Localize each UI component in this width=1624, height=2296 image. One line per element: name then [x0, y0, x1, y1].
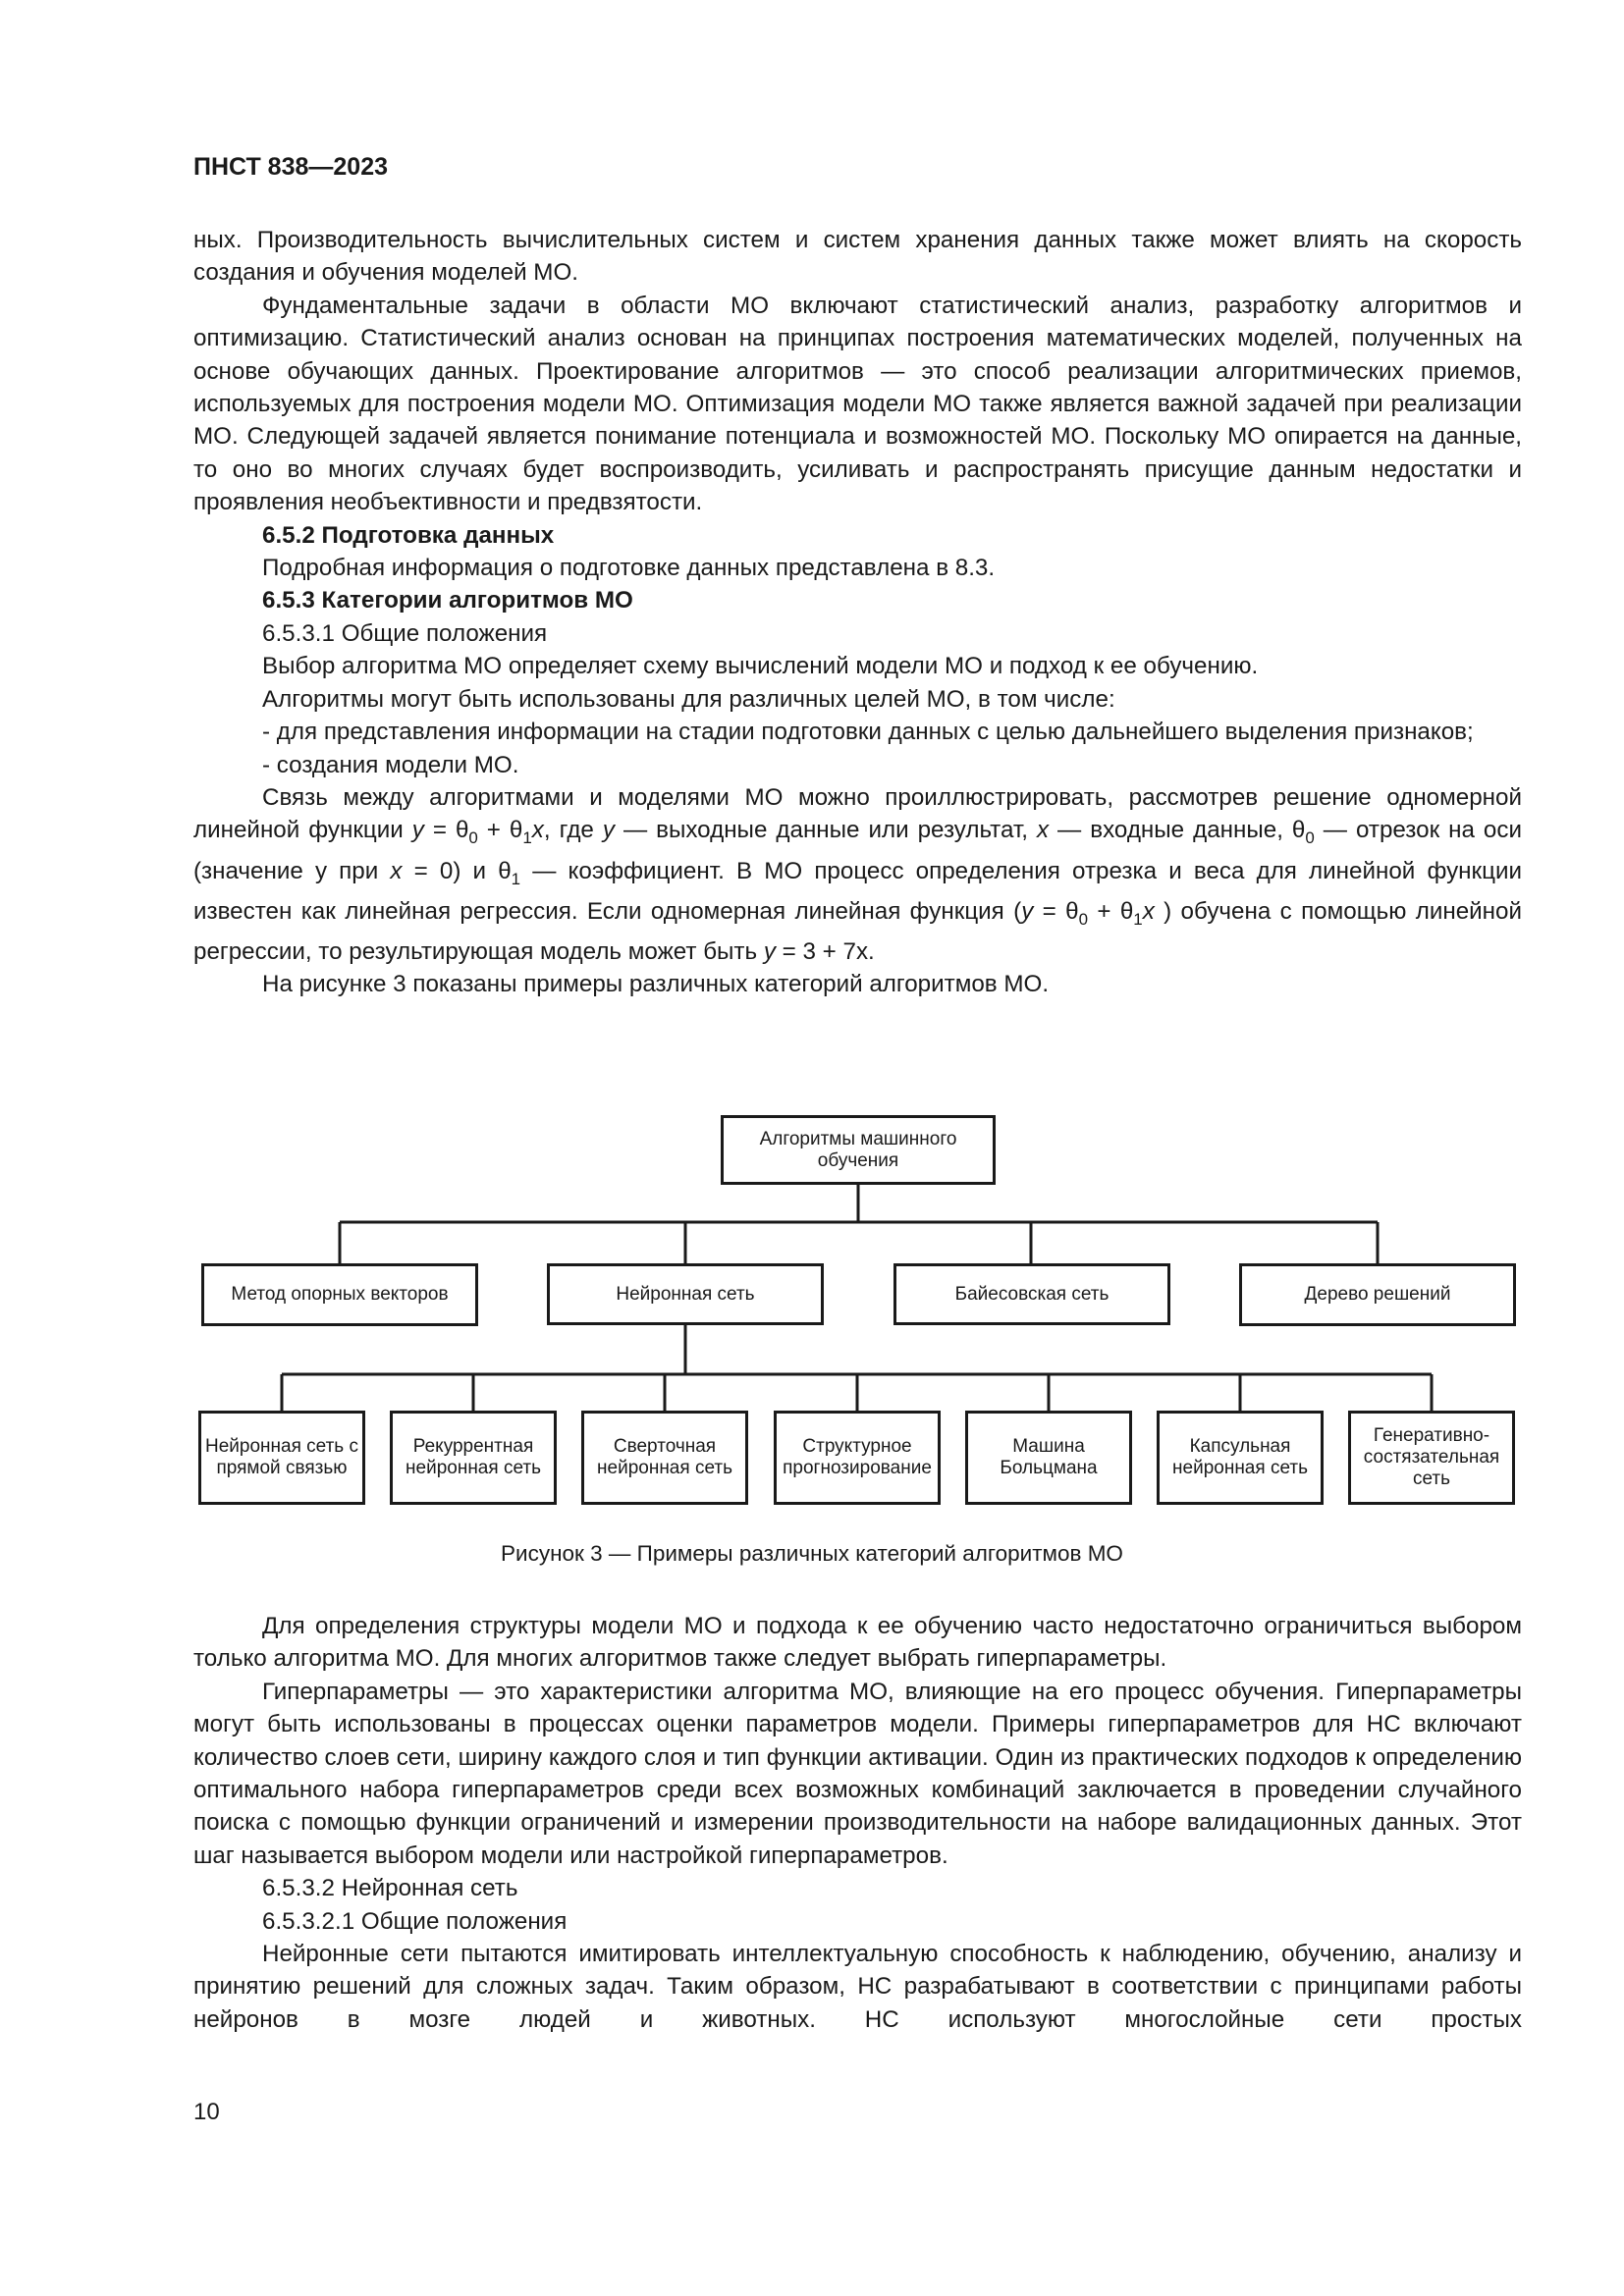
diagram-subcategory-box: Машина Больцмана — [965, 1411, 1132, 1505]
paragraph: Нейронные сети пытаются имитировать интеллектуальную способность к наблюдению, обучению, анализу и принятию решений для сложных задач. Таким образом, НС разрабатывают в соответствии с принципами работы нейронов в мозге людей и животных. НС используют многослойные сети простых — [193, 1941, 1522, 2033]
list-item: - создания модели МО. — [262, 751, 519, 778]
diagram-subcategory-box: Рекуррентная нейронная сеть — [390, 1411, 557, 1505]
diagram-subcategory-box: Структурное прогнозирование — [774, 1411, 941, 1505]
page-number: 10 — [193, 2099, 220, 2125]
paragraph: Выбор алгоритма МО определяет схему вычислений модели МО и подход к ее обучению. — [262, 653, 1259, 680]
body-text-top — [193, 224, 1522, 1001]
document-header: ПНСТ 838—2023 — [193, 153, 388, 181]
diagram-subcategory-box: Капсульная нейронная сеть — [1157, 1411, 1324, 1505]
diagram-subcategory-box: Нейронная сеть с прямой связью — [198, 1411, 365, 1505]
diagram-category-box: Метод опорных векторов — [201, 1263, 478, 1326]
body-text-bottom — [193, 1610, 1522, 2036]
subsection-heading: 6.5.3.1 Общие положения — [262, 619, 548, 647]
paragraph: Гиперпараметры — это характеристики алгоритма МО, влияющие на его процесс обучения. Гиперпараметры могут быть использованы в процессах оценки параметров модели. Примеры гиперпараметров для НС включают количество слоев сети, ширину каждого слоя и тип функции активации. Один из практических подходов к определению оптимального набора гиперпараметров среди всех возможных комбинаций заключается в проведении случайного поиска с помощью функции ограничений и измерении производительности на наборе валидационных данных. Этот шаг называется выбором модели или настройкой гиперпараметров. — [193, 1678, 1522, 1869]
diagram-category-box: Дерево решений — [1239, 1263, 1516, 1326]
paragraph: Для определения структуры модели МО и подхода к ее обучению часто недостаточно ограничиться выбором только алгоритма МО. Для многих алгоритмов также следует выбрать гиперпараметры. — [193, 1613, 1522, 1673]
algorithm-categories-diagram — [191, 1104, 1537, 1526]
paragraph: На рисунке 3 показаны примеры различных категорий алгоритмов МО. — [262, 971, 1050, 998]
diagram-category-box: Нейронная сеть — [547, 1263, 824, 1325]
diagram-subcategory-box: Сверточная нейронная сеть — [581, 1411, 748, 1505]
paragraph: Алгоритмы могут быть использованы для различных целей МО, в том числе: — [262, 685, 1115, 713]
paragraph: ных. Производительность вычислительных систем и систем хранения данных также может влиять на скорость создания и обучения моделей МО. — [193, 227, 1522, 287]
section-heading: 6.5.2 Подготовка данных — [262, 521, 555, 549]
formula-paragraph: Связь между алгоритмами и моделями МО можно проиллюстрировать, рассмотрев решение одномерной линейной функции $y = \theta_0 + \theta_1x$, где y — выходные данные или результат, x — входные данные, $\theta_0$ — отрезок на оси (значение у при x = 0) и $\theta_1$ — коэффициент. В МО процесс определения отрезка и веса для линейной функции известен как линейная регрессия. Если одномерная линейная функция ($y = \theta_0 + \theta_1x$ ) обучена с помощью линейной регрессии, то результирующая модель может быть y = 3 + 7х. — [193, 783, 1522, 966]
subsection-heading: 6.5.3.2.1 Общие положения — [262, 1907, 568, 1935]
subsection-heading: 6.5.3.2 Нейронная сеть — [262, 1875, 518, 1902]
list-item: - для представления информации на стадии подготовки данных с целью дальнейшего выделения признаков; — [262, 719, 1474, 746]
figure-caption: Рисунок 3 — Примеры различных категорий алгоритмов МО — [501, 1541, 1123, 1566]
diagram-category-box: Байесовская сеть — [893, 1263, 1170, 1325]
diagram-root-box: Алгоритмы машинного обучения — [721, 1115, 996, 1185]
section-heading: 6.5.3 Категории алгоритмов МО — [262, 587, 633, 614]
paragraph: Фундаментальные задачи в области МО включают статистический анализ, разработку алгоритмов и оптимизацию. Статистический анализ основан на принципах построения математических моделей, полученных на основе обучающих данных. Проектирование алгоритмов — это способ реализации алгоритмических приемов, используемых для построения модели МО. Оптимизация модели МО также является важной задачей при реализации МО. Следующей задачей является понимание потенциала и возможностей МО. Поскольку МО опирается на данные, то оно во многих случаях будет воспроизводить, усиливать и распространять присущие данным недостатки и проявления необъективности и предвзятости. — [193, 292, 1522, 516]
paragraph: Подробная информация о подготовке данных представлена в 8.3. — [262, 555, 996, 582]
diagram-subcategory-box: Генеративно-состязательная сеть — [1348, 1411, 1515, 1505]
